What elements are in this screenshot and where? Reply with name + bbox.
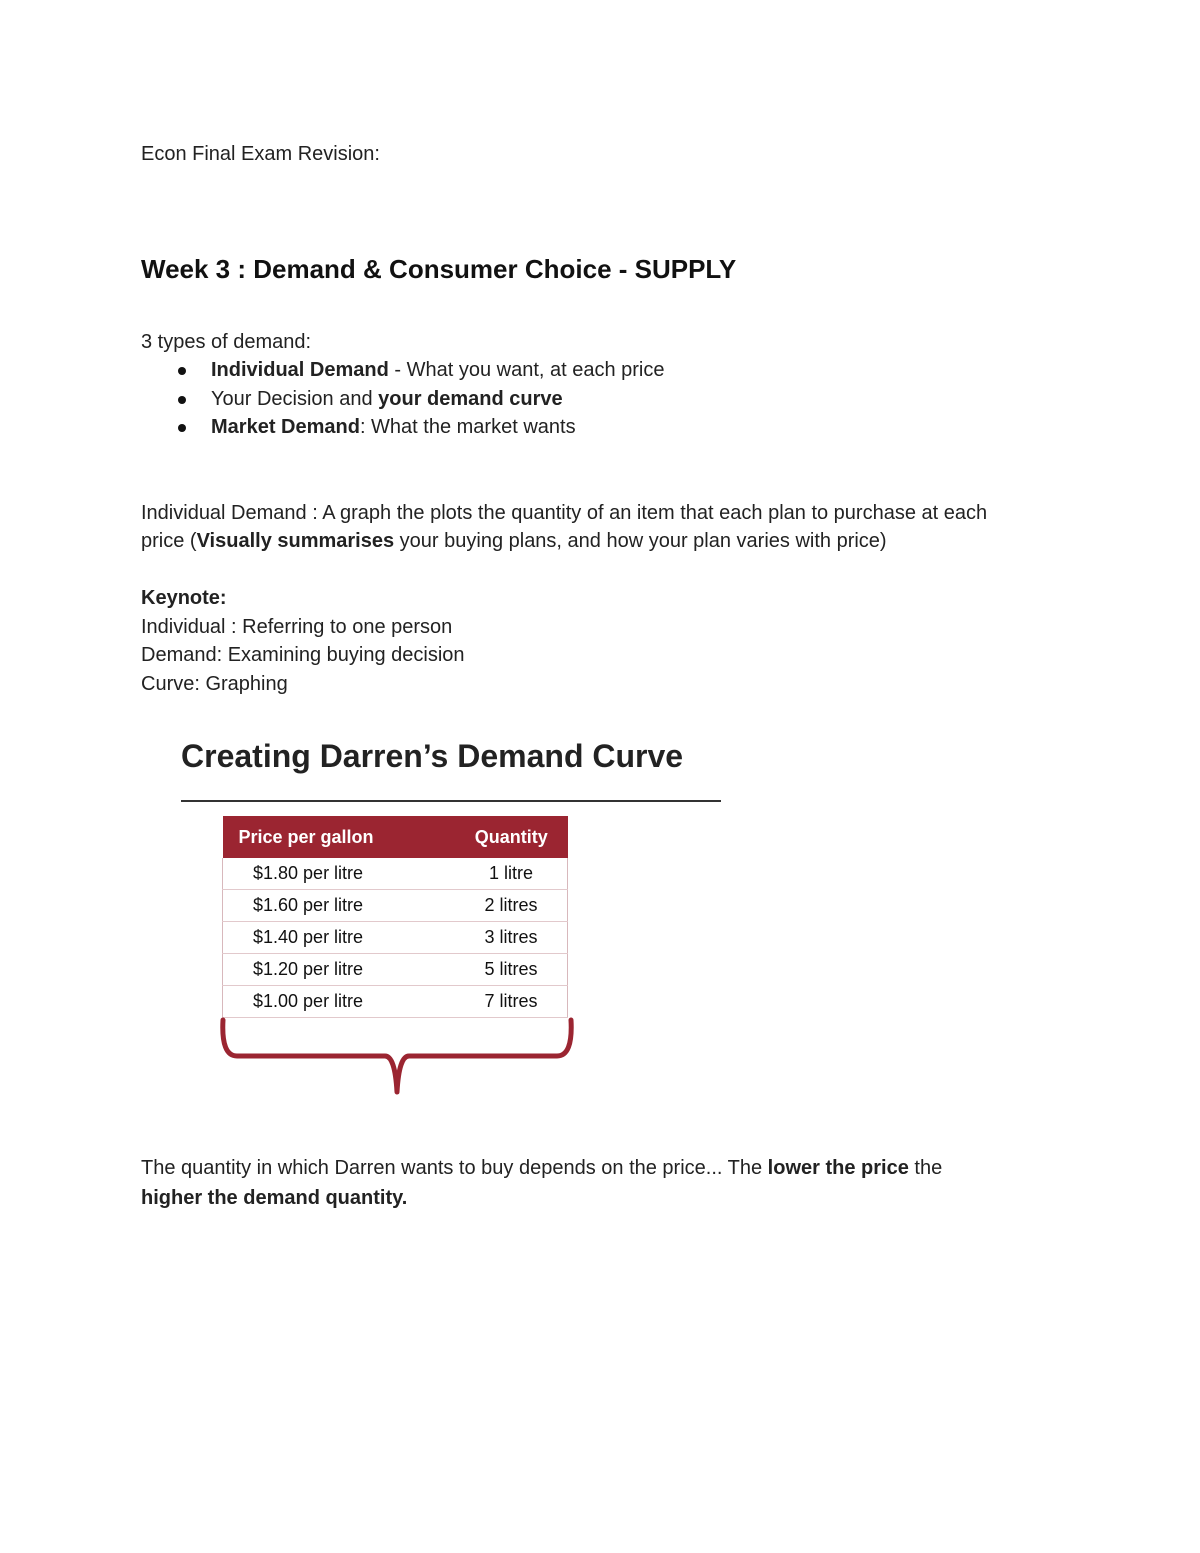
keynote-item: Individual : Referring to one person [141,616,453,638]
conclusion-emphasis: lower the price [767,1157,909,1179]
bullet-icon [178,367,186,375]
table-row [223,858,568,890]
price-cell: $1.20 per litre [223,954,456,986]
quantity-cell: 7 litres [455,986,567,1018]
list-item-term: Individual Demand [211,359,389,381]
list-item [141,356,665,385]
column-header-price: Price per gallon [223,816,456,858]
list-item-text: : What the market wants [359,416,576,438]
keynote-item: Demand: Examining buying decision [141,644,465,666]
list-item [141,385,665,414]
demand-schedule-table [222,816,568,1018]
types-intro: 3 types of demand: [141,331,312,353]
definition-line-1: Individual Demand : A graph the plots the quantity of an item that each plan to purchase at each [141,502,988,524]
definition-line-2: price (Visually summarises your buying plans, and how your plan varies with price) [141,530,887,552]
bullet-icon [178,396,186,404]
keynote-label: Keynote: [141,587,227,609]
price-cell: $1.40 per litre [223,922,456,954]
list-item-term: Market Demand [211,416,360,438]
conclusion-line-2: higher the demand quantity. [141,1187,408,1209]
list-item [141,413,665,442]
document-title: Econ Final Exam Revision: [141,143,380,165]
conclusion-line-1: The quantity in which Darren wants to buy depends on the price... The lower the price the [141,1157,943,1179]
list-item-text: Your Decision and [211,387,379,410]
quantity-cell: 3 litres [455,922,567,954]
table-row [223,954,568,986]
column-header-quantity: Quantity [455,816,567,858]
demand-types-list [141,356,665,442]
price-cell: $1.00 per litre [223,986,456,1018]
section-heading: Week 3 : Demand & Consumer Choice - SUPPLY [141,254,737,284]
bullet-icon [178,424,186,432]
curly-brace-icon [217,1016,577,1098]
list-item-term: your demand curve [378,387,563,410]
price-cell: $1.80 per litre [223,858,456,890]
keynote-item: Curve: Graphing [141,673,288,695]
table-row [223,922,568,954]
slide-caption-cropped [181,1106,581,1112]
slide-title: Creating Darren’s Demand Curve [181,738,684,774]
slide-divider [181,800,721,802]
quantity-cell: 2 litres [455,890,567,922]
definition-emphasis: Visually summarises [196,530,395,552]
list-item-text: - What you want, at each price [388,359,665,381]
table-row [223,890,568,922]
demand-curve-slide-image [141,728,781,1112]
table-row [223,986,568,1018]
quantity-cell: 1 litre [455,858,567,890]
quantity-cell: 5 litres [455,954,567,986]
price-cell: $1.60 per litre [223,890,456,922]
table-header-row [223,816,568,858]
